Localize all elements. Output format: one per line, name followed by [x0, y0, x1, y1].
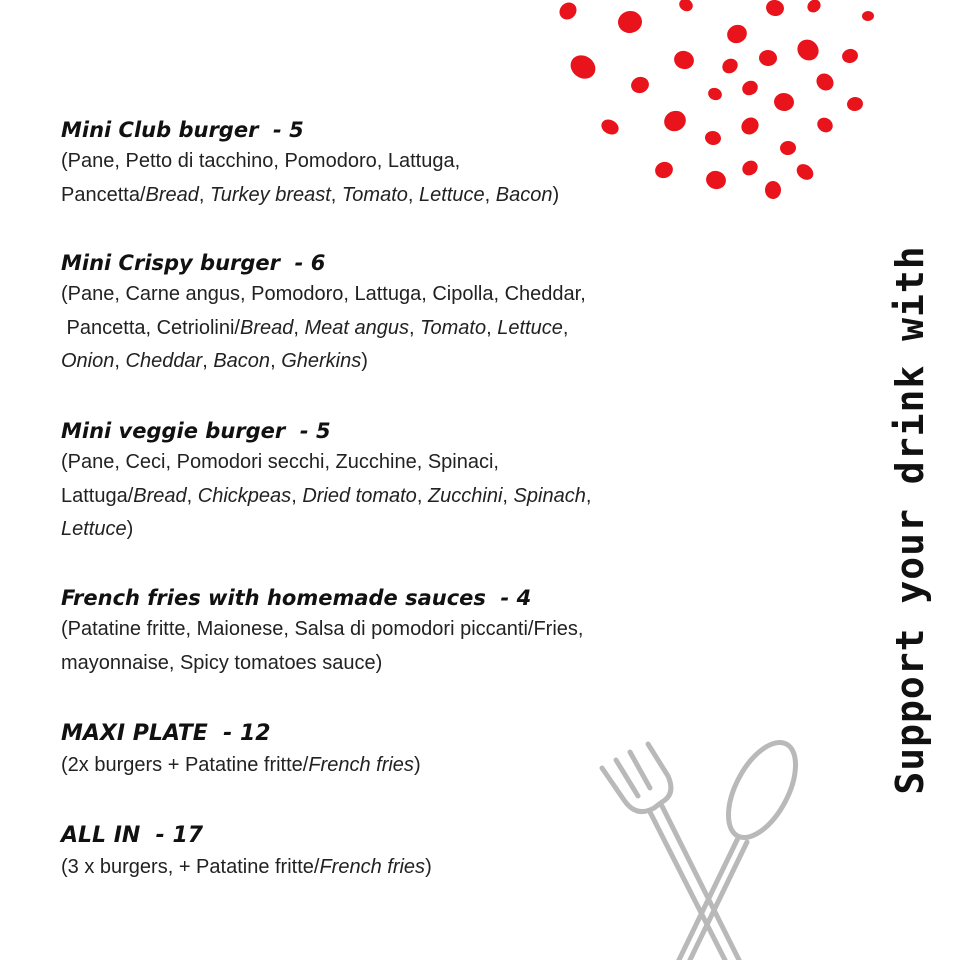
menu-item-mini-veggie-burger — [61, 416, 741, 547]
red-dot — [566, 51, 600, 84]
red-dot — [617, 9, 644, 34]
description-line: (Patatine fritte, Maionese, Salsa di pomodori piccanti/Fries, — [61, 618, 584, 640]
description-line: Lettuce) — [61, 518, 134, 540]
menu-item-all-in — [61, 821, 741, 885]
red-dot — [724, 22, 750, 47]
item-description — [61, 278, 741, 379]
red-dot — [805, 0, 823, 15]
description-line: (Pane, Petto di tacchino, Pomodoro, Lattuga, — [61, 150, 461, 172]
item-description — [61, 749, 741, 783]
item-description — [61, 851, 741, 885]
red-dot — [814, 115, 835, 135]
item-description — [61, 145, 741, 212]
item-title: French fries with homemade sauces - 4 — [61, 586, 532, 610]
menu-item-maxi-plate — [61, 719, 741, 783]
item-title: MAXI PLATE - 12 — [61, 721, 271, 746]
red-dot — [793, 35, 823, 64]
description-line: Onion, Cheddar, Bacon, Gherkins) — [61, 350, 368, 372]
description-line: Pancetta/Bread, Turkey breast, Tomato, Lettuce, Bacon) — [61, 183, 560, 206]
red-dot — [719, 56, 740, 77]
menu-item-french-fries — [61, 583, 741, 680]
red-dot — [794, 161, 817, 183]
item-title: Mini veggie burger - 5 — [61, 419, 331, 443]
description-line: mayonnaise, Spicy tomatoes sauce) — [61, 651, 383, 674]
red-dot — [773, 92, 795, 112]
item-title: Mini Crispy burger - 6 — [61, 251, 326, 275]
red-dot — [765, 181, 781, 199]
menu-item-mini-club-burger — [61, 115, 741, 212]
description-line: Pancetta, Cetriolini/Bread, Meat angus, Tomato, Lettuce, — [61, 316, 569, 339]
description-line: (Pane, Ceci, Pomodori secchi, Zucchine, Spinaci, — [61, 451, 499, 473]
item-title: ALL IN - 17 — [61, 823, 204, 848]
red-dot — [841, 47, 860, 64]
red-dot — [739, 158, 760, 179]
red-dot — [862, 11, 875, 22]
red-dot — [740, 78, 761, 98]
red-dot — [629, 75, 651, 96]
red-dot — [738, 114, 762, 138]
description-line: (3 x burgers, + Patatine fritte/French fries) — [61, 856, 432, 878]
item-title: Mini Club burger - 5 — [61, 118, 304, 142]
red-dot — [780, 140, 797, 155]
description-line: Lattuga/Bread, Chickpeas, Dried tomato, Zucchini, Spinach, — [61, 484, 592, 507]
red-dot — [813, 70, 837, 94]
red-dot — [759, 50, 778, 67]
red-dot — [672, 48, 697, 71]
item-description — [61, 613, 741, 680]
red-dot — [706, 86, 724, 103]
red-dot — [846, 96, 864, 112]
red-dot — [677, 0, 695, 14]
description-line: (Pane, Carne angus, Pomodoro, Lattuga, Cipolla, Cheddar, — [61, 283, 586, 305]
red-dot — [556, 0, 580, 23]
side-slogan: Support your drink with — [888, 245, 932, 795]
description-line: (2x burgers + Patatine fritte/French fries) — [61, 754, 421, 776]
red-dot — [764, 0, 785, 18]
item-description — [61, 446, 741, 547]
menu-item-mini-crispy-burger — [61, 248, 741, 379]
